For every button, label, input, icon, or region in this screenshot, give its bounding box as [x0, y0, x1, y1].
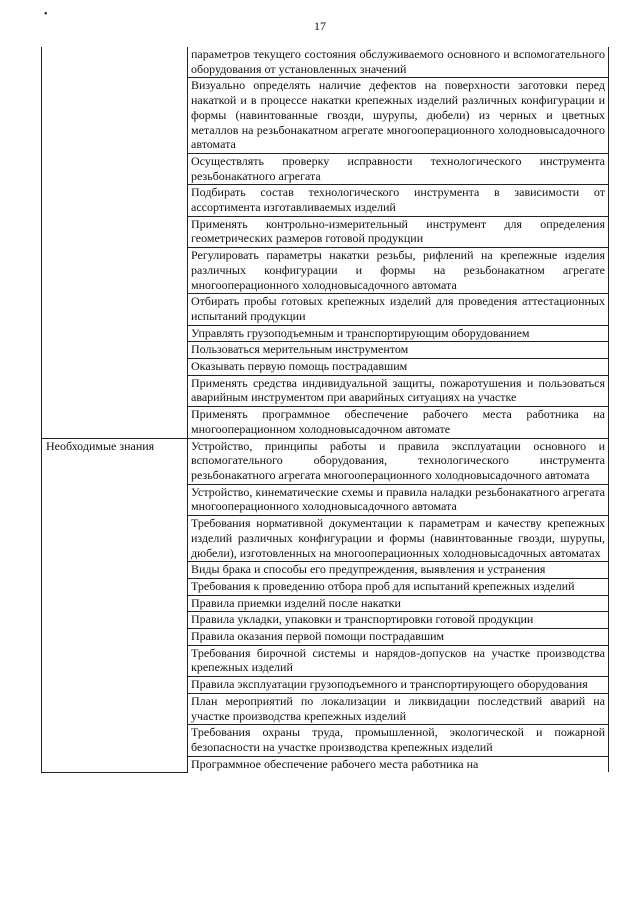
knowledge-row	[42, 438, 609, 484]
knowledge-text: Правила оказания первой помощи пострадавшим	[188, 629, 609, 646]
skill-row	[42, 47, 609, 78]
skill-text: Осуществлять проверку исправности технологического инструмента резьбонакатного агрегата	[188, 153, 609, 184]
knowledge-text: Правила эксплуатации грузоподъемного и транспортирующего оборудования	[188, 677, 609, 694]
skill-text: Применять средства индивидуальной защиты, пожаротушения и пользоваться аварийным инструментом при аварийных ситуациях на участке	[188, 375, 609, 406]
skill-text: Применять контрольно-измерительный инструмент для определения геометрических размеров готовой продукции	[188, 216, 609, 247]
knowledge-text: Требования бирочной системы и нарядов-допусков на участке производства крепежных изделий	[188, 645, 609, 676]
knowledge-text: Устройство, кинематические схемы и правила наладки резьбонакатного агрегата многооперационного холодновысадочного автомата	[188, 484, 609, 515]
skills-label-cell	[42, 47, 188, 438]
knowledge-text: Правила приемки изделий после накатки	[188, 595, 609, 612]
skill-text: Регулировать параметры накатки резьбы, рифлений на крепежные изделия различных конфигурации и формы на резьбонакатном агрегате многооперационного холодновысадочного автомата	[188, 248, 609, 294]
knowledge-text: Виды брака и способы его предупреждения, выявления и устранения	[188, 562, 609, 579]
skill-text: параметров текущего состояния обслуживаемого основного и вспомогательного оборудования от установленных значений	[188, 47, 609, 78]
skill-text: Подбирать состав технологического инструмента в зависимости от ассортимента изготавливаемых изделий	[188, 185, 609, 216]
knowledge-text: Требования к проведению отбора проб для испытаний крепежных изделий	[188, 578, 609, 595]
knowledge-text: Программное обеспечение рабочего места работника на	[188, 756, 609, 772]
skill-text: Пользоваться мерительным инструментом	[188, 342, 609, 359]
knowledge-text: Требования нормативной документации к параметрам и качеству крепежных изделий различных конфигурации и формы (навинтованные гвозди, шурупы, дюбели), изготовленных на многооперационных холодновысадочных автоматах	[188, 516, 609, 562]
skill-text: Оказывать первую помощь пострадавшим	[188, 359, 609, 376]
skill-text: Управлять грузоподъемным и транспортирующим оборудованием	[188, 325, 609, 342]
skill-text: Применять программное обеспечение рабочего места работника на многооперационном холодновысадочном автомате	[188, 407, 609, 438]
knowledge-label: Необходимые знания	[42, 438, 188, 772]
competency-table	[41, 47, 609, 773]
skill-text: Отбирать пробы готовых крепежных изделий для проведения аттестационных испытаний продукции	[188, 294, 609, 325]
knowledge-text: Правила укладки, упаковки и транспортировки готовой продукции	[188, 612, 609, 629]
skill-text: Визуально определять наличие дефектов на поверхности заготовки перед накаткой и в процессе накатки крепежных изделий различных конфигурации и формы (навинтованные гвозди, шурупы, дюбели) из черных и цветных металлов на резьбонакатном агрегате многооперационного холодновысадочного автомата	[188, 78, 609, 154]
scan-mark: •	[44, 9, 48, 20]
knowledge-text: Устройство, принципы работы и правила эксплуатации основного и вспомогательного оборудования, технологического инструмента резьбонакатного агрегата многооперационного холодновысадочного автомата	[188, 438, 609, 484]
knowledge-text: Требования охраны труда, промышленной, экологической и пожарной безопасности на участке производства крепежных изделий	[188, 725, 609, 756]
knowledge-text: План мероприятий по локализации и ликвидации последствий аварий на участке производства крепежных изделий	[188, 693, 609, 724]
page-number: 17	[314, 19, 326, 33]
